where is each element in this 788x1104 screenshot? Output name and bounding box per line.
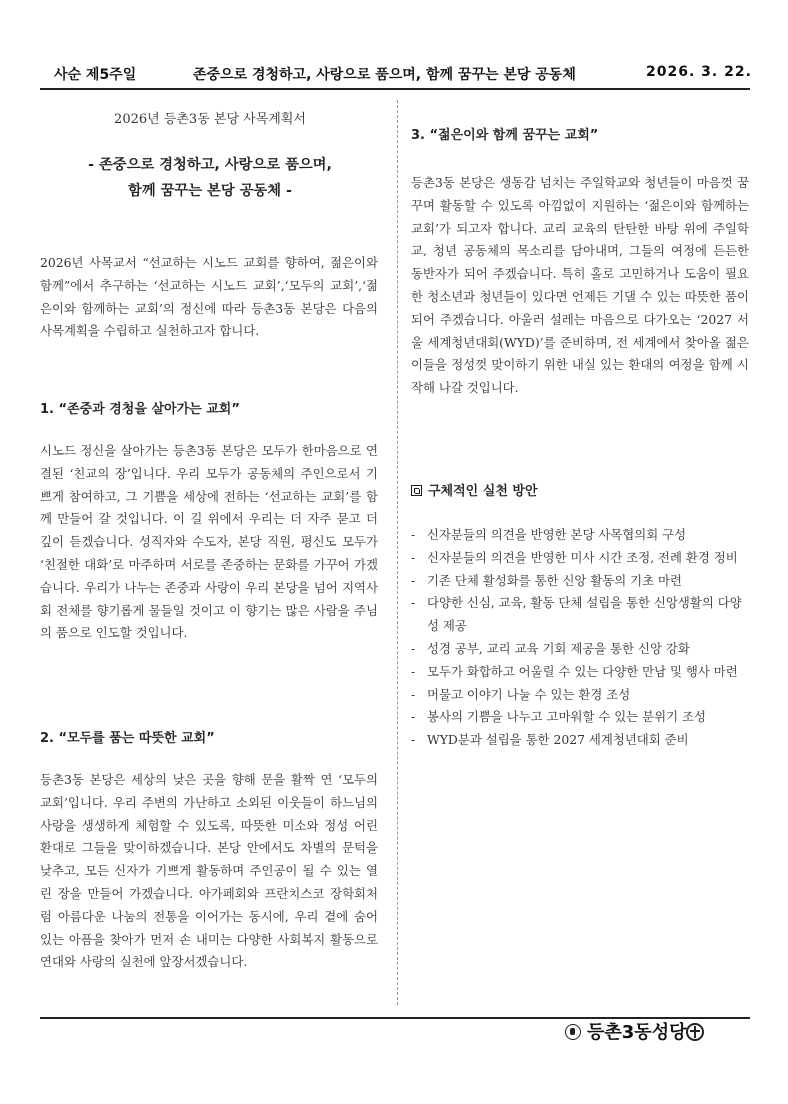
list-item-text: 신자분들의 의견을 반영한 본당 사목협의회 구성 [427, 527, 687, 542]
section-3-body: 등촌3동 본당은 생동감 넘치는 주일학교와 청년들이 마음껏 꿈꾸며 활동할 수 있도록 아낌없이 지원하는 ‘젊은이와 함께하는 교회’가 되고자 합니다. 교리 교육의 탄탄한 바탕 위에 주일학교, 청년 공동체의 목소리를 담아내며, 그들의 여정에 든든한 동반자가 되어 주겠습니다. 특히 홀로 고민하거나 도움이 필요한 청소년과 청년들이 있다면 언제든 기댈 수 있는 따뜻한 품이 되어 주겠습니다. 아울러 설레는 마음으로 다가오는 ‘2027 서울 세계청년대회(WYD)’를 준비하며, 전 세계에서 찾아올 젊은이들을 정성껏 맞이하기 위한 내실 있는 환대의 여정을 함께 시작해 나갈 것입니다. [411, 175, 749, 396]
list-item: - 신자분들의 의견을 반영한 본당 사목협의회 구성 [411, 527, 687, 542]
list-item: - 성경 공부, 교리 교육 기회 제공을 통한 신앙 강화 [411, 640, 690, 656]
church-name: 등촌3동성당 [587, 1022, 687, 1043]
expand-icon [411, 485, 422, 496]
church-logo [565, 1018, 704, 1044]
list-item-text: 다양한 신심, 교육, 활동 단체 설립을 통한 신앙생활의 다양성 제공 [427, 595, 742, 634]
seal-icon [565, 1024, 581, 1040]
pastoral-theme: 존중으로 경청하고, 사랑으로 품으며, 함께 꿈꾸는 본당 공동체 [193, 67, 576, 83]
column-divider [397, 100, 398, 1005]
header-rule [40, 88, 750, 90]
list-item-text: 기존 단체 활성화를 통한 신앙 활동의 기초 마련 [427, 572, 682, 588]
document-title: 2026년 등촌3동 본당 사목계획서 [114, 112, 306, 127]
list-item-text: 모두가 화합하고 어울릴 수 있는 다양한 만남 및 행사 마련 [427, 663, 738, 679]
issue-date: 2026. 3. 22. [646, 64, 752, 80]
list-item-text: 봉사의 기쁨을 나누고 고마워할 수 있는 분위기 조성 [427, 709, 706, 725]
plans-list [411, 524, 751, 752]
document-subtitle [60, 152, 360, 204]
list-item: - 머물고 이야기 나눌 수 있는 환경 조성 [411, 686, 631, 702]
list-item-text: WYD분과 설립을 통한 2027 세계청년대회 준비 [427, 732, 689, 748]
page-header [40, 62, 750, 88]
section-3-heading: 3. “젊은이와 함께 꿈꾸는 교회” [411, 128, 599, 143]
list-item: - 신자분들의 의견을 반영한 미사 시간 조정, 전례 환경 정비 [411, 549, 738, 565]
intro-paragraph: 2026년 사목교서 “선교하는 시노드 교회를 향하여, 젊은이와 함께”에서 추구하는 ‘선교하는 시노드 교회’,‘모두의 교회’,‘젊은이와 함께하는 교회’의 정신에 따라 등촌3동 본당은 다음의 사목계획을 수립하고 실천하고자 합니다. [40, 255, 378, 339]
section-1-heading: 1. “존중과 경청을 살아가는 교회” [40, 402, 240, 417]
subtitle-line-2: 함께 꿈꾸는 본당 공동체 - [128, 183, 292, 199]
section-2-heading: 2. “모두를 품는 따뜻한 교회” [40, 731, 215, 746]
list-item-text: 머물고 이야기 나눌 수 있는 환경 조성 [427, 686, 631, 702]
church-mark-icon [686, 1023, 704, 1041]
list-item: - WYD분과 설립을 통한 2027 세계청년대회 준비 [411, 732, 689, 748]
list-item: - 기존 단체 활성화를 통한 신앙 활동의 기초 마련 [411, 572, 682, 588]
list-item: - 다양한 신심, 교육, 활동 단체 설립을 통한 신앙생활의 다양성 제공 [411, 595, 742, 634]
section-1-body: 시노드 정신을 살아가는 등촌3동 본당은 모두가 한마음으로 연결된 ‘친교의 장’입니다. 우리 모두가 공동체의 주인으로서 기쁘게 참여하고, 그 기쁨을 세상에 전하는 ‘선교하는 교회’를 함께 만들어 갈 것입니다. 이 길 위에서 우리는 더 자주 묻고 더 깊이 듣겠습니다. 성직자와 수도자, 본당 직원, 평신도 모두가 ‘친절한 대화’로 마주하며 서로를 존중하는 문화를 가꾸어 가겠습니다. 우리가 나누는 존중과 사랑이 우리 본당을 넘어 지역사회 전체를 향기롭게 물들일 것이고 이 향기는 많은 사람을 주님의 품으로 인도할 것입니다. [40, 443, 378, 641]
list-item: - 모두가 화합하고 어울릴 수 있는 다양한 만남 및 행사 마련 [411, 663, 738, 679]
list-item-text: 신자분들의 의견을 반영한 미사 시간 조정, 전례 환경 정비 [427, 549, 738, 565]
list-item: - 봉사의 기쁨을 나누고 고마워할 수 있는 분위기 조성 [411, 709, 706, 725]
plans-heading-label: 구체적인 실천 방안 [428, 484, 538, 499]
plans-heading [411, 480, 538, 499]
subtitle-line-1: - 존중으로 경청하고, 사랑으로 품으며, [88, 157, 332, 173]
list-item-text: 성경 공부, 교리 교육 기회 제공을 통한 신앙 강화 [427, 640, 690, 656]
liturgical-week: 사순 제5주일 [54, 67, 137, 83]
section-2-body: 등촌3동 본당은 세상의 낮은 곳을 향해 문을 활짝 연 ‘모두의 교회’입니다. 우리 주변의 가난하고 소외된 이웃들이 하느님의 사랑을 생생하게 체험할 수 있도록, 따뜻한 미소와 정성 어린 환대로 그들을 맞이하겠습니다. 본당 안에서도 차별의 문턱을 낮추고, 모든 신자가 기쁘게 활동하며 주인공이 될 수 있는 열린 장을 만들어 가겠습니다. 아가페회와 프란치스코 장학회처럼 아름다운 나눔의 전통을 이어가는 동시에, 우리 곁에 숨어 있는 아픔을 찾아가 먼저 손 내미는 다양한 사회복지 활동으로 연대와 사랑의 실천에 앞장서겠습니다. [40, 772, 378, 970]
